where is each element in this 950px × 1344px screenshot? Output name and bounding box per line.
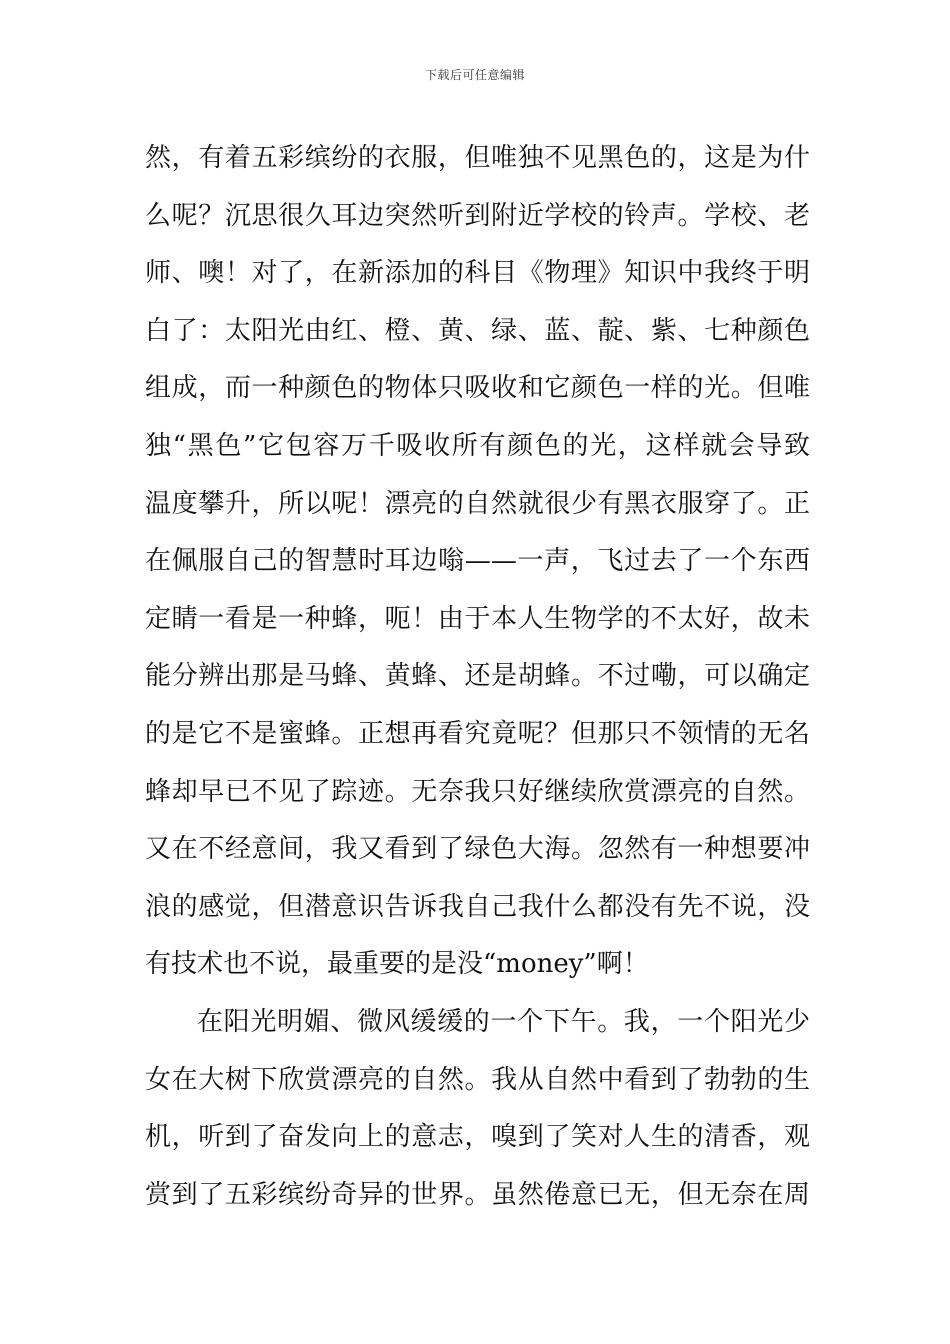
text-line: 么呢？沉思很久耳边突然听到附近学校的铃声。学校、老 bbox=[145, 200, 810, 231]
text-line: 然，有着五彩缤纷的衣服，但唯独不见黑色的，这是为什 bbox=[145, 143, 810, 173]
text-line: 定睛一看是一种蜂，呃！由于本人生物学的不太好，故未 bbox=[145, 603, 810, 634]
document-body bbox=[145, 130, 810, 1224]
text-line: 独“黑色”它包容万千吸收所有颜色的光，这样就会导致 bbox=[145, 430, 810, 461]
text-line: 的是它不是蜜蜂。正想再看究竟呢？但那只不领情的无名 bbox=[145, 718, 810, 749]
text-line: 组成，而一种颜色的物体只吸收和它颜色一样的光。但唯 bbox=[145, 373, 810, 404]
text-line: 白了：太阳光由红、橙、黄、绿、蓝、靛、紫、七种颜色 bbox=[145, 315, 810, 346]
text-line: 又在不经意间，我又看到了绿色大海。忽然有一种想要冲 bbox=[145, 834, 810, 865]
text-line: 有技术也不说，最重要的是没“money”啊！ bbox=[145, 949, 649, 980]
text-line: 机，听到了奋发向上的意志，嗅到了笑对人生的清香，观 bbox=[145, 1122, 810, 1153]
text-line: 蜂却早已不见了踪迹。无奈我只好继续欣赏漂亮的自然。 bbox=[145, 776, 810, 807]
header-note: 下载后可任意编辑 bbox=[424, 68, 525, 82]
text-line: 师、噢！对了，在新添加的科目《物理》知识中我终于明 bbox=[145, 258, 810, 289]
text-line: 浪的感觉，但潜意识告诉我自己我什么都没有先不说，没 bbox=[145, 891, 810, 922]
text-line: 温度攀升，所以呢！漂亮的自然就很少有黑衣服穿了。正 bbox=[145, 488, 810, 519]
text-line: 赏到了五彩缤纷奇异的世界。虽然倦意已无，但无奈在周 bbox=[145, 1179, 810, 1210]
text-line: 在佩服自己的智慧时耳边嗡——一声，飞过去了一个东西 bbox=[145, 546, 810, 577]
text-line: 能分辨出那是马蜂、黄蜂、还是胡蜂。不过嘞，可以确定 bbox=[145, 661, 810, 692]
paragraph-first-line: 在阳光明媚、微风缓缓的一个下午。我，一个阳光少 bbox=[197, 1006, 810, 1037]
text-line: 女在大树下欣赏漂亮的自然。我从自然中看到了勃勃的生 bbox=[145, 1064, 810, 1095]
